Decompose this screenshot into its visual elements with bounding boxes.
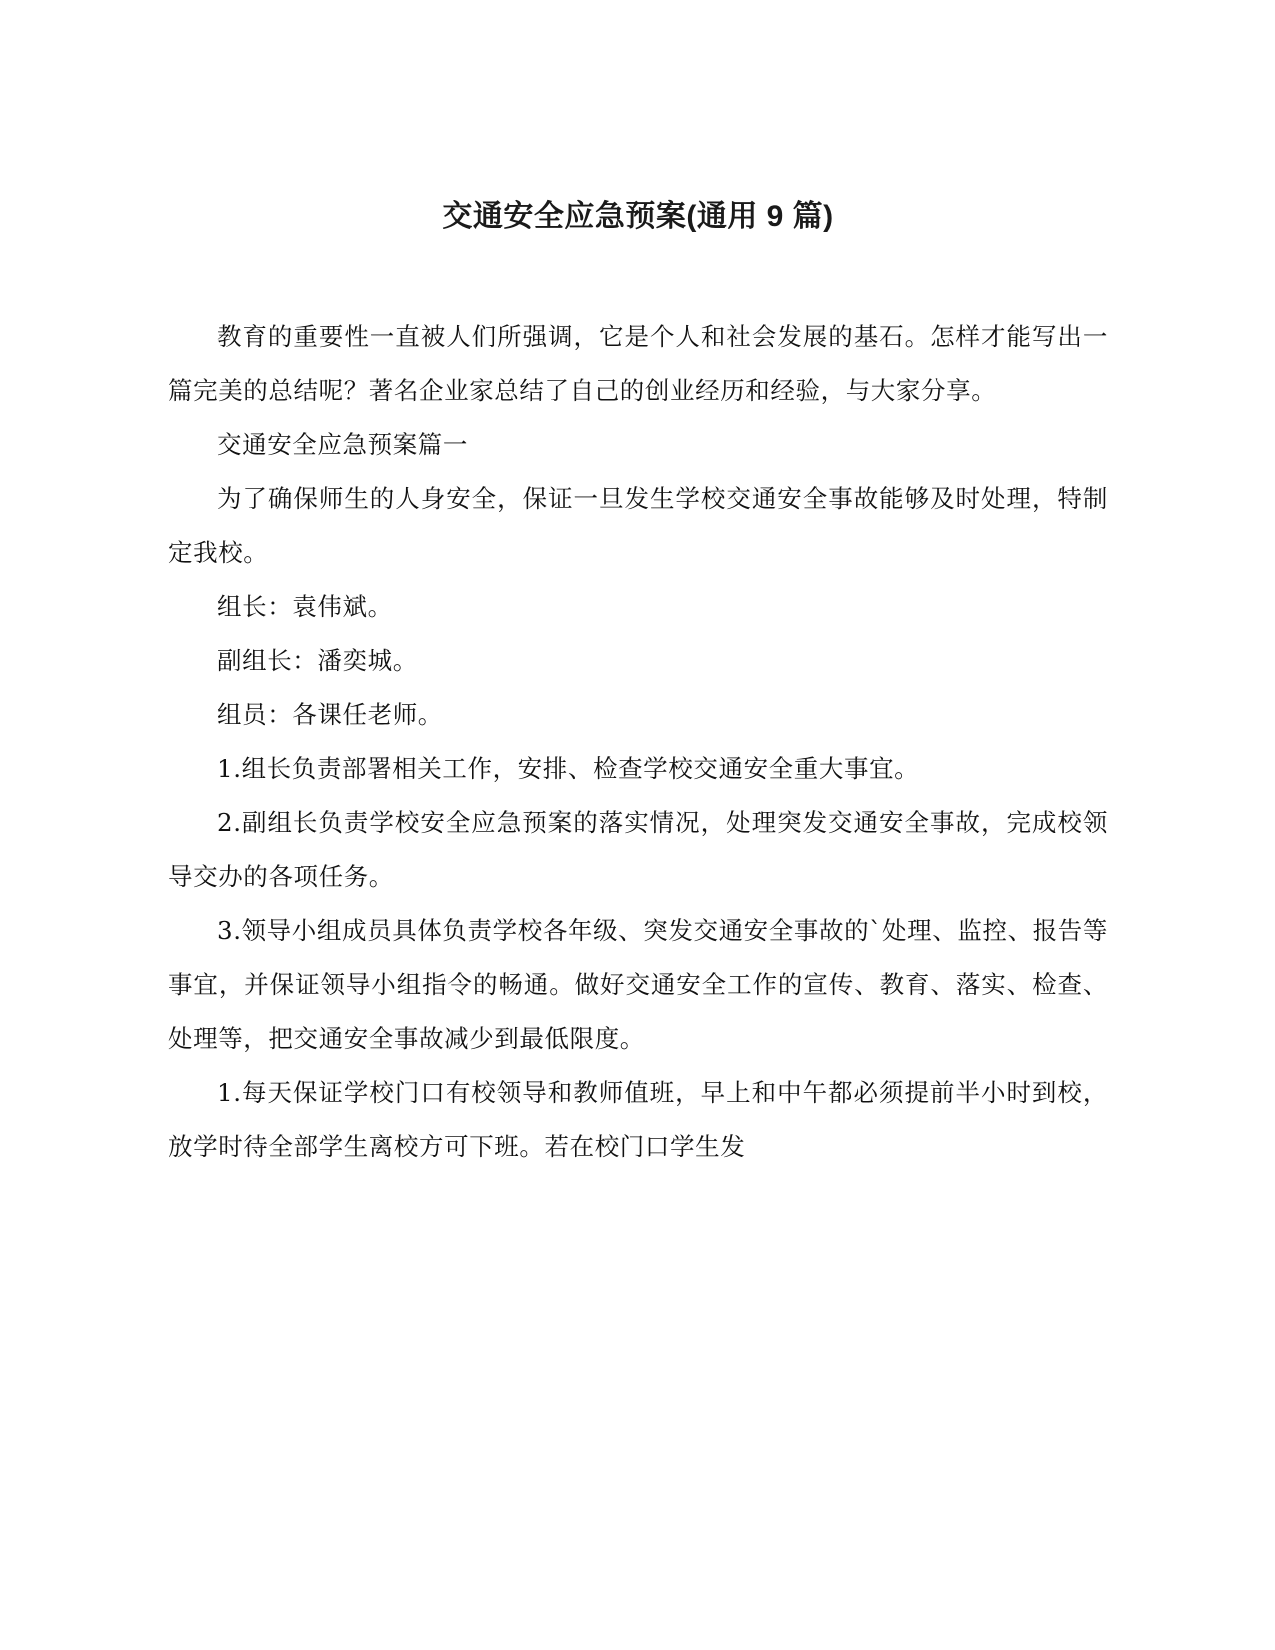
paragraph-section-heading-1: 交通安全应急预案篇一 [217, 430, 468, 459]
paragraph-purpose: 为了确保师生的人身安全，保证一旦发生学校交通安全事故能够及时处理，特制定我校。 [168, 484, 1108, 567]
paragraph-duty-3: 3.领导小组成员具体负责学校各年级、突发交通安全事故的`处理、监控、报告等事宜，并保证领导小组指令的畅通。做好交通安全工作的宣传、教育、落实、检查、处理等，把交通安全事故减少到最低限度。 [168, 916, 1108, 1053]
paragraph-members: 组员：各课任老师。 [217, 700, 443, 729]
paragraph-measure-1: 1.每天保证学校门口有校领导和教师值班，早上和中午都必须提前半小时到校，放学时待全部学生离校方可下班。若在校门口学生发 [168, 1078, 1108, 1161]
paragraph-deputy-leader: 副组长：潘奕城。 [217, 646, 418, 675]
paragraph-duty-2: 2.副组长负责学校安全应急预案的落实情况，处理突发交通安全事故，完成校领导交办的各项任务。 [168, 808, 1108, 891]
document-body [168, 0, 1108, 1174]
paragraph-intro: 教育的重要性一直被人们所强调，它是个人和社会发展的基石。怎样才能写出一篇完美的总结呢？著名企业家总结了自己的创业经历和经验，与大家分享。 [168, 322, 1108, 405]
paragraph-leader: 组长：袁伟斌。 [217, 592, 393, 621]
page-title: 交通安全应急预案(通用 9 篇) [442, 200, 834, 233]
paragraph-duty-1: 1.组长负责部署相关工作，安排、检查学校交通安全重大事宜。 [217, 754, 920, 783]
